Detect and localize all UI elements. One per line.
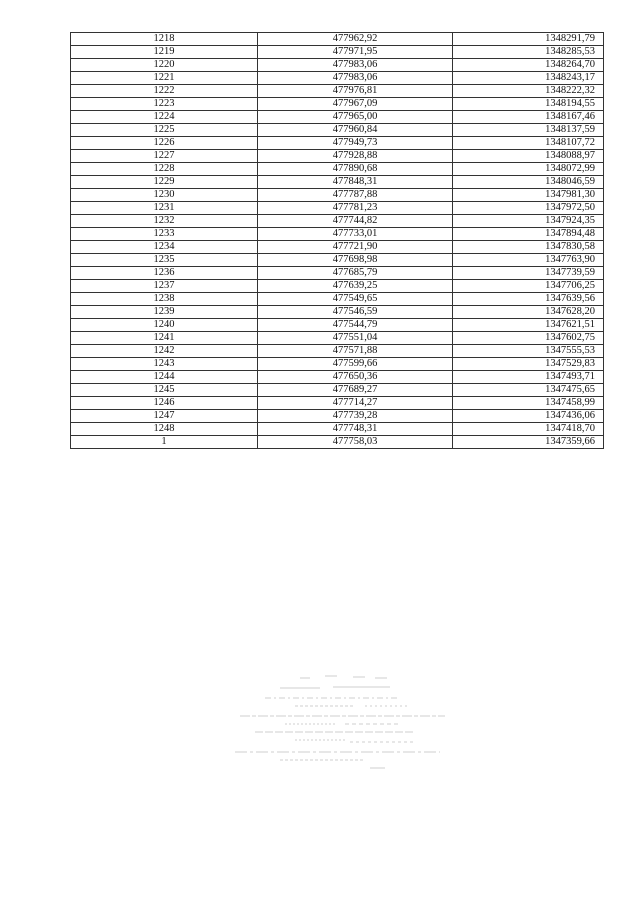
- table-row: [71, 397, 604, 410]
- table-row: [71, 72, 604, 85]
- x-coordinate-cell: 477546,59: [258, 306, 453, 319]
- y-coordinate-cell: 1347493,71: [453, 371, 604, 384]
- y-coordinate-cell: 1348107,72: [453, 137, 604, 150]
- x-coordinate-cell: 477733,01: [258, 228, 453, 241]
- point-number-cell: 1225: [71, 124, 258, 137]
- y-coordinate-cell: 1348137,59: [453, 124, 604, 137]
- x-coordinate-cell: 477739,28: [258, 410, 453, 423]
- table-row: [71, 124, 604, 137]
- table-row: [71, 345, 604, 358]
- point-number-cell: 1221: [71, 72, 258, 85]
- point-number-cell: 1242: [71, 345, 258, 358]
- table-row: [71, 202, 604, 215]
- y-coordinate-cell: 1347475,65: [453, 384, 604, 397]
- x-coordinate-cell: 477928,88: [258, 150, 453, 163]
- y-coordinate-cell: 1347706,25: [453, 280, 604, 293]
- table-row: [71, 228, 604, 241]
- y-coordinate-cell: 1348167,46: [453, 111, 604, 124]
- y-coordinate-cell: 1347894,48: [453, 228, 604, 241]
- x-coordinate-cell: 477983,06: [258, 59, 453, 72]
- x-coordinate-cell: 477967,09: [258, 98, 453, 111]
- point-number-cell: 1228: [71, 163, 258, 176]
- table-row: [71, 384, 604, 397]
- point-number-cell: 1247: [71, 410, 258, 423]
- table-row: [71, 215, 604, 228]
- table-row: [71, 98, 604, 111]
- table-row: [71, 241, 604, 254]
- x-coordinate-cell: 477965,00: [258, 111, 453, 124]
- y-coordinate-cell: 1347981,30: [453, 189, 604, 202]
- point-number-cell: 1244: [71, 371, 258, 384]
- y-coordinate-cell: 1348243,17: [453, 72, 604, 85]
- table-row: [71, 293, 604, 306]
- point-number-cell: 1245: [71, 384, 258, 397]
- table-row: [71, 306, 604, 319]
- table-row: [71, 33, 604, 46]
- point-number-cell: 1234: [71, 241, 258, 254]
- x-coordinate-cell: 477971,95: [258, 46, 453, 59]
- x-coordinate-cell: 477685,79: [258, 267, 453, 280]
- table-row: [71, 59, 604, 72]
- y-coordinate-cell: 1347436,06: [453, 410, 604, 423]
- point-number-cell: 1246: [71, 397, 258, 410]
- x-coordinate-cell: 477983,06: [258, 72, 453, 85]
- y-coordinate-cell: 1348088,97: [453, 150, 604, 163]
- table-row: [71, 254, 604, 267]
- y-coordinate-cell: 1347628,20: [453, 306, 604, 319]
- table-row: [71, 423, 604, 436]
- table-row: [71, 46, 604, 59]
- y-coordinate-cell: 1348046,59: [453, 176, 604, 189]
- point-number-cell: 1231: [71, 202, 258, 215]
- table-row: [71, 319, 604, 332]
- x-coordinate-cell: 477960,84: [258, 124, 453, 137]
- table-row: [71, 371, 604, 384]
- point-number-cell: 1248: [71, 423, 258, 436]
- table-row: [71, 85, 604, 98]
- point-number-cell: 1241: [71, 332, 258, 345]
- x-coordinate-cell: 477721,90: [258, 241, 453, 254]
- point-number-cell: 1224: [71, 111, 258, 124]
- x-coordinate-cell: 477714,27: [258, 397, 453, 410]
- x-coordinate-cell: 477758,03: [258, 436, 453, 449]
- point-number-cell: 1243: [71, 358, 258, 371]
- x-coordinate-cell: 477848,31: [258, 176, 453, 189]
- table-row: [71, 176, 604, 189]
- x-coordinate-cell: 477650,36: [258, 371, 453, 384]
- table-row: [71, 189, 604, 202]
- y-coordinate-cell: 1348291,79: [453, 33, 604, 46]
- x-coordinate-cell: 477744,82: [258, 215, 453, 228]
- y-coordinate-cell: 1348072,99: [453, 163, 604, 176]
- point-number-cell: 1227: [71, 150, 258, 163]
- table-row: [71, 436, 604, 449]
- table-row: [71, 267, 604, 280]
- x-coordinate-cell: 477599,66: [258, 358, 453, 371]
- y-coordinate-cell: 1348264,70: [453, 59, 604, 72]
- table-row: [71, 358, 604, 371]
- faded-stamp-graphic: [225, 668, 455, 778]
- y-coordinate-cell: 1347763,90: [453, 254, 604, 267]
- x-coordinate-cell: 477781,23: [258, 202, 453, 215]
- point-number-cell: 1226: [71, 137, 258, 150]
- table-row: [71, 332, 604, 345]
- x-coordinate-cell: 477549,65: [258, 293, 453, 306]
- x-coordinate-cell: 477787,88: [258, 189, 453, 202]
- x-coordinate-cell: 477698,98: [258, 254, 453, 267]
- point-number-cell: 1219: [71, 46, 258, 59]
- point-number-cell: 1235: [71, 254, 258, 267]
- point-number-cell: 1223: [71, 98, 258, 111]
- table-row: [71, 111, 604, 124]
- x-coordinate-cell: 477962,92: [258, 33, 453, 46]
- y-coordinate-cell: 1347458,99: [453, 397, 604, 410]
- faded-stamp: [225, 668, 455, 778]
- y-coordinate-cell: 1347621,51: [453, 319, 604, 332]
- point-number-cell: 1237: [71, 280, 258, 293]
- point-number-cell: 1239: [71, 306, 258, 319]
- y-coordinate-cell: 1348222,32: [453, 85, 604, 98]
- x-coordinate-cell: 477571,88: [258, 345, 453, 358]
- coordinates-table: [70, 32, 604, 449]
- y-coordinate-cell: 1347602,75: [453, 332, 604, 345]
- table-row: [71, 163, 604, 176]
- point-number-cell: 1222: [71, 85, 258, 98]
- point-number-cell: 1232: [71, 215, 258, 228]
- y-coordinate-cell: 1347739,59: [453, 267, 604, 280]
- x-coordinate-cell: 477890,68: [258, 163, 453, 176]
- x-coordinate-cell: 477639,25: [258, 280, 453, 293]
- point-number-cell: 1229: [71, 176, 258, 189]
- x-coordinate-cell: 477551,04: [258, 332, 453, 345]
- x-coordinate-cell: 477689,27: [258, 384, 453, 397]
- y-coordinate-cell: 1347830,58: [453, 241, 604, 254]
- y-coordinate-cell: 1347529,83: [453, 358, 604, 371]
- y-coordinate-cell: 1347639,56: [453, 293, 604, 306]
- x-coordinate-cell: 477976,81: [258, 85, 453, 98]
- coordinates-table-body: [71, 33, 604, 449]
- table-row: [71, 280, 604, 293]
- table-row: [71, 410, 604, 423]
- point-number-cell: 1240: [71, 319, 258, 332]
- point-number-cell: 1236: [71, 267, 258, 280]
- x-coordinate-cell: 477949,73: [258, 137, 453, 150]
- y-coordinate-cell: 1347359,66: [453, 436, 604, 449]
- point-number-cell: 1: [71, 436, 258, 449]
- table-row: [71, 150, 604, 163]
- point-number-cell: 1218: [71, 33, 258, 46]
- y-coordinate-cell: 1347972,50: [453, 202, 604, 215]
- y-coordinate-cell: 1348285,53: [453, 46, 604, 59]
- x-coordinate-cell: 477748,31: [258, 423, 453, 436]
- point-number-cell: 1238: [71, 293, 258, 306]
- y-coordinate-cell: 1347924,35: [453, 215, 604, 228]
- y-coordinate-cell: 1347555,53: [453, 345, 604, 358]
- x-coordinate-cell: 477544,79: [258, 319, 453, 332]
- table-row: [71, 137, 604, 150]
- y-coordinate-cell: 1348194,55: [453, 98, 604, 111]
- point-number-cell: 1220: [71, 59, 258, 72]
- y-coordinate-cell: 1347418,70: [453, 423, 604, 436]
- point-number-cell: 1230: [71, 189, 258, 202]
- point-number-cell: 1233: [71, 228, 258, 241]
